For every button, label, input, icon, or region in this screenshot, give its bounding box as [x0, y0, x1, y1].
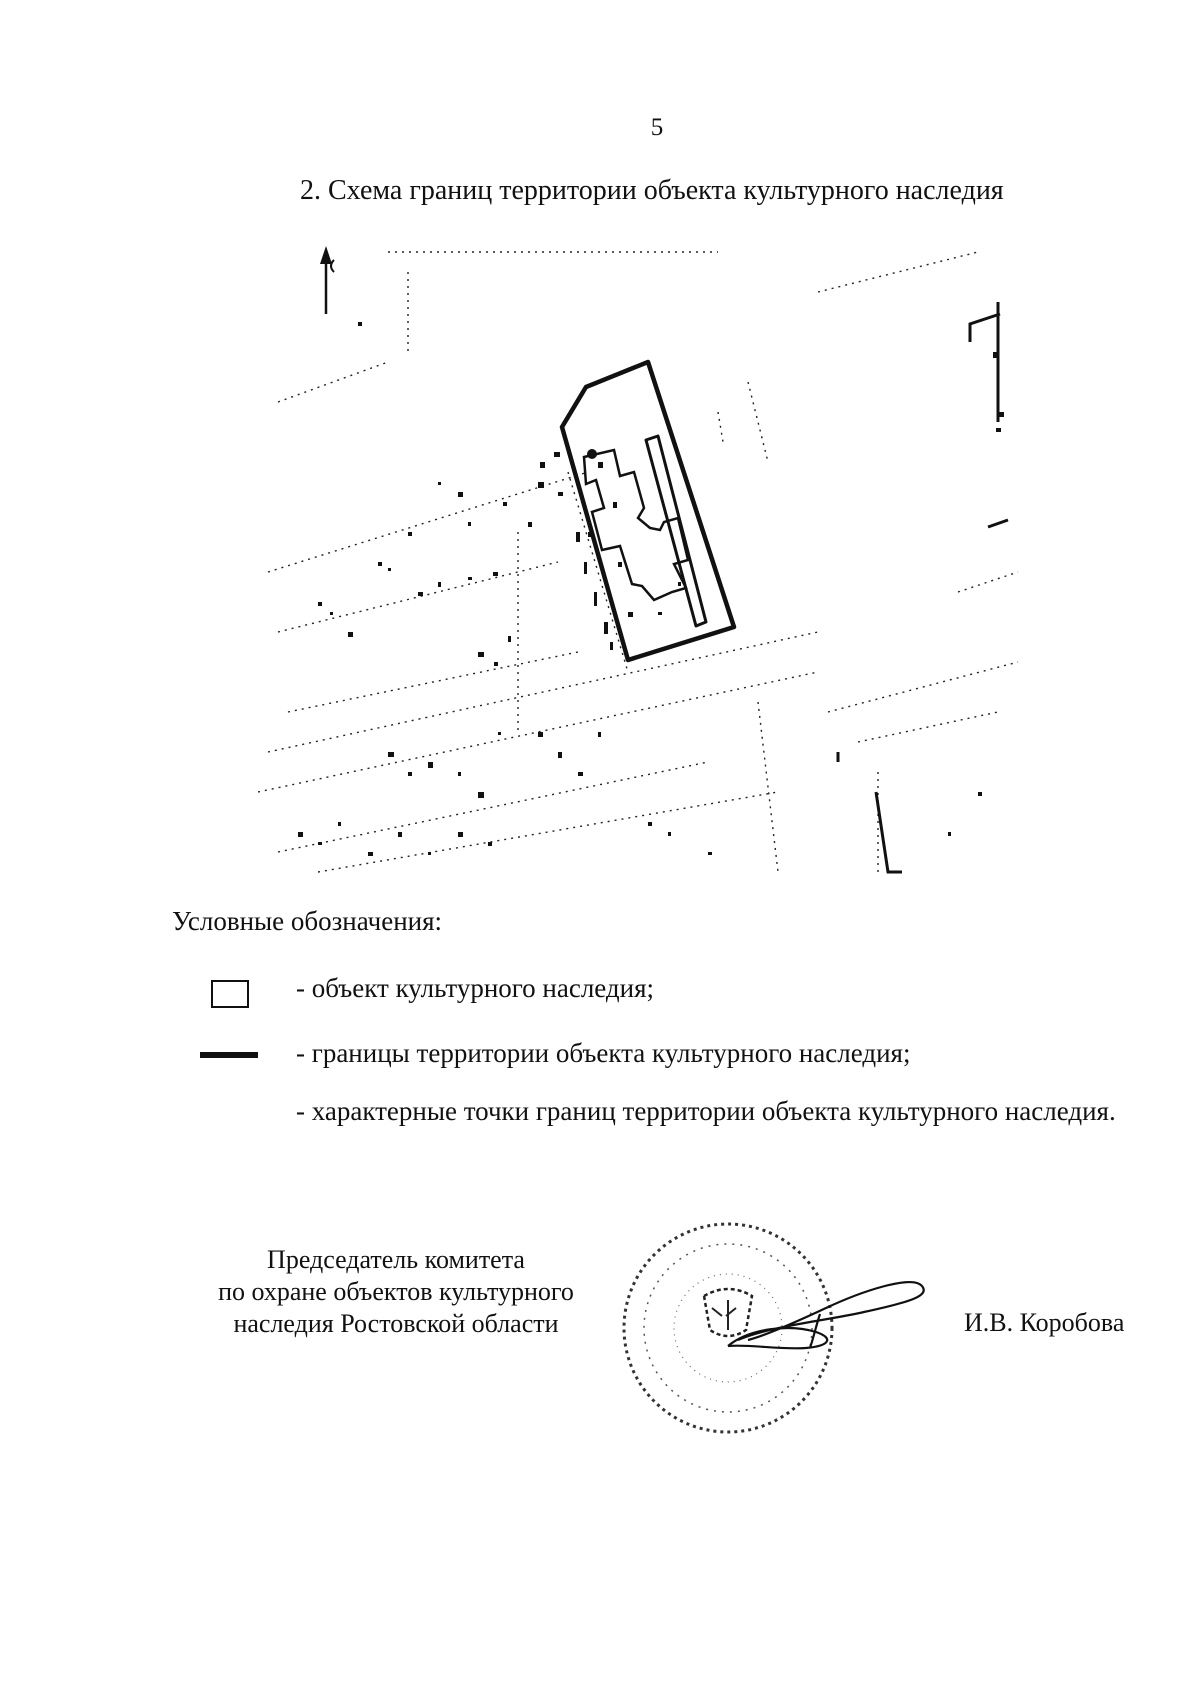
page-number: 5	[650, 114, 664, 141]
scheme-title: 2. Схема границ территории объекта культурного наследия	[300, 175, 1004, 206]
surrounding-buildings	[298, 322, 1004, 856]
legend-heading: Условные обозначения:	[172, 906, 443, 936]
gallery-outline	[646, 436, 706, 626]
signer-position-line: по охране объектов культурного	[218, 1277, 574, 1306]
signer-name: И.В. Коробова	[964, 1308, 1125, 1337]
signer-position-line: наследия Ростовской области	[233, 1309, 559, 1338]
background-fragments	[838, 302, 1008, 872]
signer-position-line: Председатель комитета	[267, 1245, 525, 1274]
official-seal-and-signature	[620, 1208, 940, 1448]
heritage-building-outline	[584, 450, 688, 600]
legend-boundary-symbol-icon	[200, 1052, 258, 1058]
boundary-scheme-map	[258, 232, 1050, 880]
legend-object-text: - объект культурного наследия;	[296, 973, 655, 1003]
territory-boundary	[562, 362, 734, 660]
legend-points-text: - характерные точки границ территории объекта культурного наследия.	[296, 1096, 1116, 1126]
legend-object-symbol-icon	[211, 980, 249, 1008]
north-arrow-icon	[320, 246, 334, 314]
background-parcels	[258, 252, 1018, 872]
legend-boundary-text: - границы территории объекта культурного наследия;	[296, 1038, 911, 1068]
signer-position	[186, 1244, 606, 1340]
